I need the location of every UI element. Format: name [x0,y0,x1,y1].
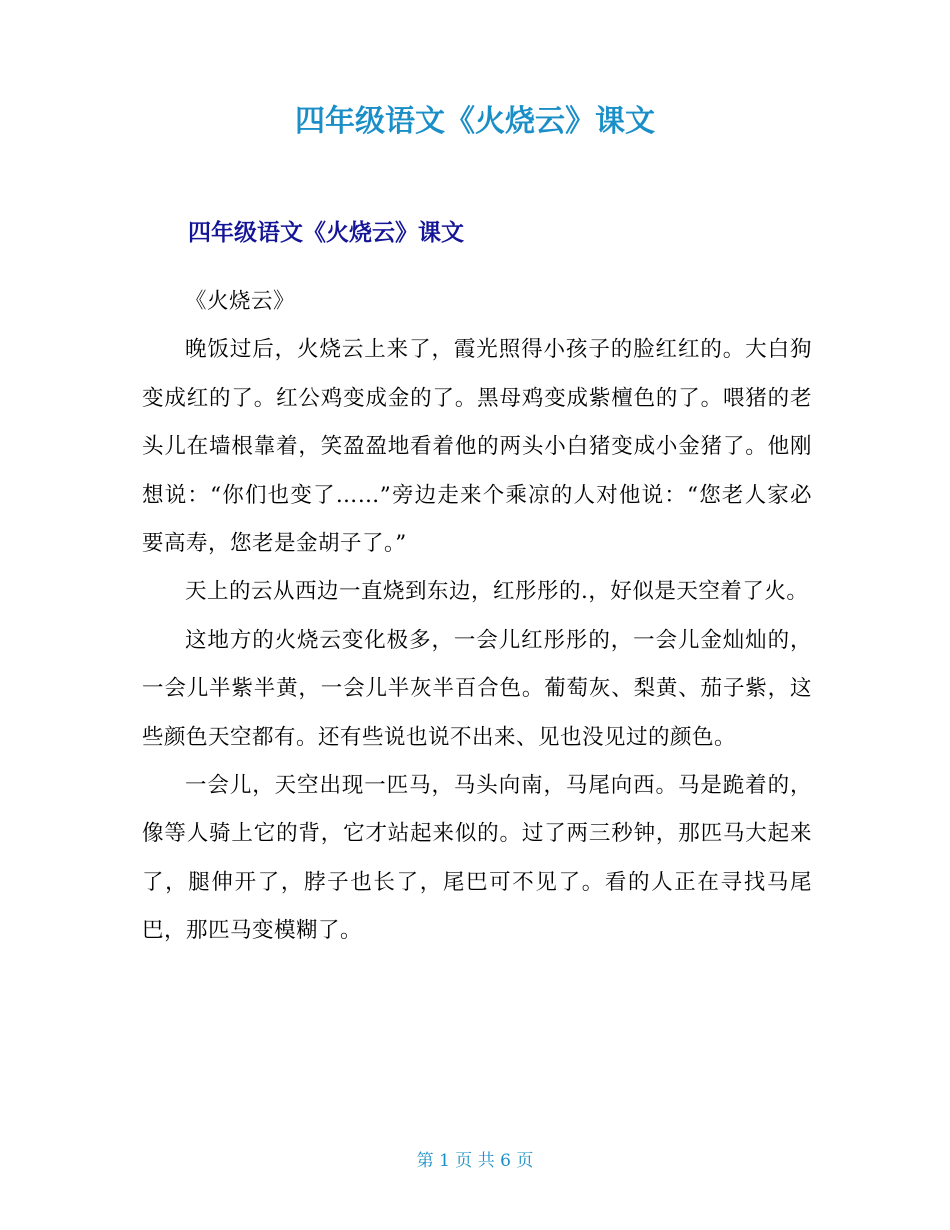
paragraph-poem-title: 《火烧云》 [185,289,296,314]
paragraph: 天上的云从西边一直烧到东边，红彤彤的.，好似是天空着了火。 [185,579,809,605]
body-text [142,278,812,956]
document-title: 四年级语文《火烧云》课文 [295,104,655,139]
paragraph: 晚饭过后，火烧云上来了，霞光照得小孩子的脸红红的。大白狗变成红的了。红公鸡变成金的了。黑母鸡变成紫檀色的了。喂猪的老头儿在墙根靠着，笑盈盈地看着他的两头小白猪变成小金猪了。他刚想说：“你们也变了……”旁边走来个乘凉的人对他说：“您老人家必要高寿，您老是金胡子了。” [142,337,812,557]
paragraph: 一会儿，天空出现一匹马，马头向南，马尾向西。马是跪着的，像等人骑上它的背，它才站起来似的。过了两三秒钟，那匹马大起来了，腿伸开了，脖子也长了，尾巴可不见了。看的人正在寻找马尾巴，那匹马变模糊了。 [142,773,812,944]
section-heading: 四年级语文《火烧云》课文 [188,220,464,246]
paragraph: 这地方的火烧云变化极多，一会儿红彤彤的，一会儿金灿灿的，一会儿半紫半黄，一会儿半灰半百合色。葡萄灰、梨黄、茄子紫，这些颜色天空都有。还有些说也说不出来、见也没见过的颜色。 [142,627,812,750]
page-number-footer: 第 1 页 共 6 页 [416,1151,534,1171]
